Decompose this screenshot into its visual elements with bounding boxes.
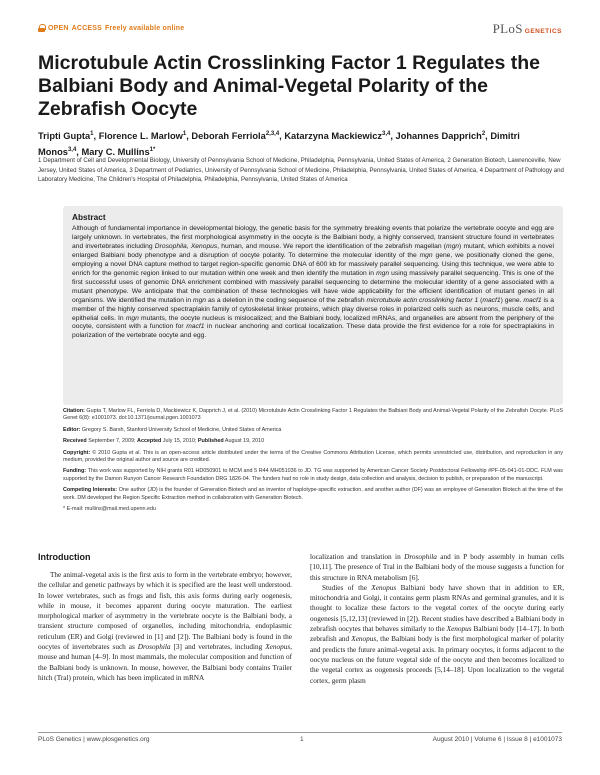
author-name: Mary C. Mullins: [81, 147, 150, 158]
intro-paragraph-2: Studies of the Xenopus Balbiani body have shown that in addition to ER, mitochondria and Golgi, it contains germ plasm RNAs and germinal granules, and it is thought to localize these factors to the vegetal cortex of the oocyte during early oogenesis [5,12,13] (reviewed in [2]). Recent studies have described a Balbiani body in zebrafish oocytes that behaves similarly to the Xenopus Balbiani body [14–17]. In both zebrafish and Xenopus, the Balbiani body is the first morphological marker of polarity and predicts the future animal-vegetal axis. In primary oocytes, it forms adjacent to the oocyte nucleus on the future vegetal side of the oocyte and then becomes localized to the vegetal cortex as oogenesis proceeds [5,14–18]. Upon localization to the vegetal cortex, germ plasm: [310, 583, 565, 685]
right-column: [310, 552, 564, 686]
left-column: [38, 570, 292, 683]
intro-paragraph-continued: localization and translation in Drosophila and in P body assembly in human cells [10,11]. The presence of Tral in the Balbiani body of the mouse suggests a function for this structure in RNA metabolism [6].: [310, 553, 564, 582]
article-metadata: [63, 408, 563, 517]
author-affiliation-marker: 1: [90, 131, 94, 137]
introduction-heading: Introduction: [38, 552, 91, 562]
journal-logo: [493, 21, 562, 37]
editor-line: Editor: Gregory S. Barsh, Stanford University School of Medicine, United States of America: [63, 426, 282, 433]
footer-issue: August 2010 | Volume 6 | Issue 8 | e1001073: [432, 736, 562, 743]
footer-page-number: 1: [300, 736, 304, 743]
author-affiliation-marker: 2,3,4: [265, 131, 280, 137]
author-affiliation-marker: 1: [182, 131, 187, 137]
author-name: Tripti Gupta: [38, 131, 91, 142]
abstract-text: Although of fundamental importance in developmental biology, the genetic basis for the symmetry breaking events that polarize the vertebrate oocyte and egg are largely unknown. In vertebrates, the first morphological asymmetry in the oocyte is the Balbiani body, a highly conserved, transient structure found in vertebrates and invertebrates including Drosophila, Xenopus, human, and mouse. We report the identification of the zebrafish magellan (mgn) mutant, which exhibits a novel enlarged Balbiani body phenotype and a disruption of oocyte polarity. To determine the molecular identity of the mgn gene, we positionally cloned the gene, employing a novel DNA capture method to target region-specific genomic DNA of 600 kb for massively parallel sequencing. Using this technique, we were able to enrich for the genomic region linked to our mutation within one week and then identify the mutation in mgn using massively parallel sequencing. This is one of the first successful uses of genomic DNA enrichment combined with massively parallel sequencing to determine the molecular identity of a gene associated with a mutant phenotype. We anticipate that the combination of these technologies will have wide applicability for the efficient identification of mutant genes in all organisms. We identified the mutation in mgn as a deletion in the coding sequence of the zebrafish microtubule actin crosslinking factor 1 (macf1) gene. macf1 is a member of the highly conserved spectraplakin family of cytoskeletal linker proteins, which play diverse roles in polarized cells such as neurons, muscle cells, and epithelial cells. In mgn mutants, the oocyte nucleus is mislocalized; and the Balbiani body, localized mRNAs, and organelles are absent from the periphery of the oocyte, consistent with a function for macf1 in nuclear anchoring and cortical localization. These data provide the first evidence for a role for spectraplakins in polarization of the vertebrate oocyte and egg.: [72, 225, 555, 340]
author-name: Florence L. Marlow: [98, 131, 183, 142]
abstract-heading: Abstract: [72, 212, 106, 222]
article-title: Microtubule Actin Crosslinking Factor 1 Regulates the Balbiani Body and Animal-Vegetal Polarity of the Zebrafish Oocyte: [38, 52, 541, 120]
author-name: Dimitri Monos: [38, 131, 520, 158]
access-label: ACCESS: [71, 24, 103, 32]
intro-paragraph-1: The animal-vegetal axis is the first axis to form in the vertebrate embryo; however, the cellular and genetic pathways by which it is specified are the least well understood. In lower vertebrates, such as frogs and fish, this axis forms during early oogenesis, while in mouse, it becomes apparent during oocyte maturation. The earliest morphological marker of asymmetry in the vertebrate oocyte is the Balbiani body, a transient structure composed of organelles, including mitochondria, endoplasmic reticulum (ER) and Golgi (reviewed in [1] and [2]). The Balbiani body is found in the oocytes of invertebrates such as Drosophila [3] and vertebrates, including Xenopus, mouse and human [4–9]. In most mammals, the molecular composition and function of the Balbiani body is unknown. In mouse, however, the Balbiani body contains Trailer hitch (Tral) protein, which has been implicated in mRNA: [38, 571, 292, 682]
abstract-box: [63, 206, 563, 405]
footer-journal[interactable]: PLoS Genetics | www.plosgenetics.org: [38, 736, 150, 743]
affiliations: 1 Department of Cell and Developmental Biology, University of Pennsylvania School of Medicine, Philadelphia, Pennsylvania, United States of America, 2 Generation Biotech, Lawrenceville, New Jersey, United States of America, 3 Department of Pediatrics, University of Pennsylvania School of Medicine, Philadelphia, Pennsylvania, United States of America, 4 Department of Pathology and Laboratory Medicine, The Children's Hospital of Philadelphia, Philadelphia, Pennsylvania, United States of America: [38, 157, 564, 184]
author-affiliation-marker: 3,4: [67, 147, 77, 154]
author-affiliation-marker: 2: [481, 131, 486, 137]
author-affiliation-marker: 3,4: [382, 131, 391, 137]
open-access-badge: [38, 24, 184, 32]
open-label: OPEN: [48, 24, 69, 32]
plos-logo-text: PLoS: [492, 21, 523, 36]
funding-line: Funding: This work was supported by NIH grants R01 HD050901 to MCM and 5 R44 MH051036 to JD. TG was supported by American Cancer Society Postdoctoral Fellowship #PF-05-041-01-DDC. FLM was supported by the Damon Runyon Cancer Research Foundation DRG 1826-04. The funders had no role in study design, data collection and analysis, decision to publish, or preparation of the manuscript.: [63, 468, 563, 482]
author-name: Johannes Dapprich: [395, 131, 482, 142]
footer-rule: [38, 732, 562, 733]
open-lock-icon: [38, 24, 45, 32]
author-list: Tripti Gupta$^1$, Florence L. Marlow$^1$, Deborah Ferriola$^{2,3,4}$, Katarzyna Mackiewicz$^{3,4}$, Johannes Dapprich$^2$, Dimitri Monos$^{3,4}$, Mary C. Mullins$^{1*}$: [38, 131, 520, 158]
author-name: Katarzyna Mackiewicz: [284, 131, 383, 142]
author-name: Deborah Ferriola: [191, 131, 266, 142]
dates-line: Received September 7, 2009; Accepted July 15, 2010; Published August 19, 2010: [63, 438, 265, 445]
freely-available-label: Freely available online: [105, 24, 185, 32]
citation-line: Citation: Gupta T, Marlow FL, Ferriola D, Mackiewicz K, Dapprich J, et al. (2010) Microtubule Actin Crosslinking Factor 1 Regulates the Balbiani Body and Animal-Vegetal Polarity of the Zebrafish Oocyte. PLoS Genet 6(8): e1001073. doi:10.1371/journal.pgen.1001073: [63, 408, 563, 422]
copyright-line: Copyright: © 2010 Gupta et al. This is an open-access article distributed under the terms of the Creative Commons Attribution License, which permits unrestricted use, distribution, and reproduction in any medium, provided the original author and source are credited.: [63, 449, 563, 464]
page-footer: [38, 736, 562, 746]
email-line[interactable]: * E-mail: mullins@mail.med.upenn.edu: [63, 506, 156, 513]
genetics-logo-text: GENETICS: [524, 28, 562, 35]
competing-interests-line: Competing Interests: One author (JD) is the founder of Generation Biotech and an inventor of haplotype-specific extraction, and another author (DF) was an employee of Generation Biotech at the time of the work. DM developed the Region Specific Extraction method in collaboration with Generation Biotech.: [63, 487, 563, 501]
top-header: [38, 21, 562, 38]
author-affiliation-marker: 1*: [149, 147, 156, 154]
